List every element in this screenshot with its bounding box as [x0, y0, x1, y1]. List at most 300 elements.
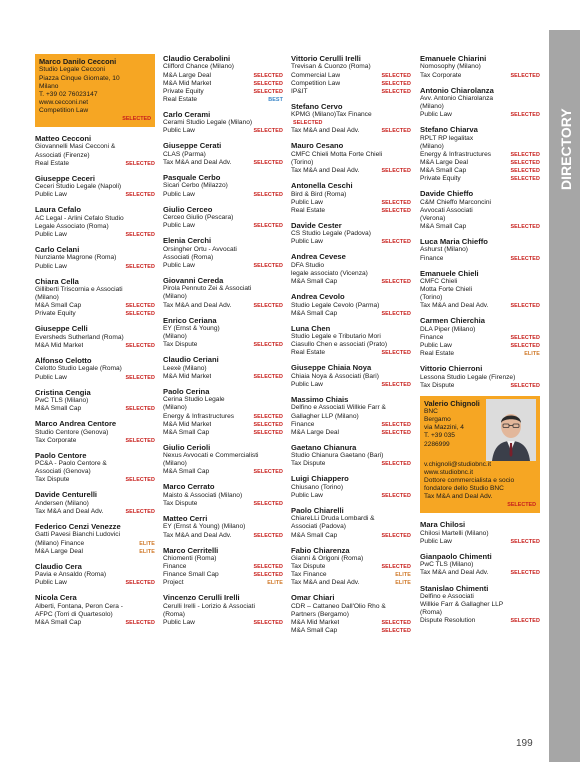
directory-column-4 — [420, 54, 540, 631]
firm-line: (Roma) — [420, 609, 442, 617]
firm-line: Chiomenti (Roma) — [163, 555, 217, 563]
ranking-tag: SELECTED — [510, 618, 540, 625]
practice-row — [420, 350, 540, 358]
ranking-tag: SELECTED — [381, 461, 411, 468]
lawyer-name: Gaetano Chianura — [291, 442, 357, 452]
lawyer-name: Vincenzo Cerulli Irelli — [163, 593, 240, 603]
lawyer-name: Mara Chilosi — [420, 520, 466, 530]
firm-line: (Roma) — [163, 610, 185, 618]
featured-tag: SELECTED — [122, 115, 151, 122]
practice-area: Energy & Infrastructures — [163, 412, 235, 420]
lawyer-name: Andrea Cevese — [291, 252, 346, 262]
ranking-tag: SELECTED — [510, 72, 540, 79]
firm-line: (Milano) — [420, 142, 444, 150]
directory-entry — [163, 141, 283, 167]
firm-line: Gallagher LLP (Milano) — [291, 412, 359, 420]
directory-entry — [420, 86, 540, 120]
lawyer-name: Mauro Cesano — [291, 141, 344, 151]
practice-area: Tax M&A and Deal Adv. — [35, 507, 104, 515]
practice-area: Real Estate — [291, 349, 326, 357]
practice-area: M&A Small Cap — [35, 405, 82, 413]
lawyer-name: Davide Centurelli — [35, 490, 98, 500]
directory-entry — [420, 316, 540, 358]
ranking-tag: SELECTED — [253, 620, 283, 627]
firm-line: Eversheds Sutherland (Roma) — [35, 333, 124, 341]
firm-line: (Verona) — [420, 214, 446, 222]
firm-line: Legale Associato (Roma) — [35, 222, 109, 230]
practice-area: M&A Large Deal — [420, 158, 469, 166]
practice-area: Public Law — [420, 342, 452, 349]
ranking-tag: SELECTED — [381, 532, 411, 539]
lawyer-name: Claudio Ceriani — [163, 355, 219, 365]
contact-line: fondatore dello Studio BNC — [424, 485, 504, 493]
directory-entry — [35, 490, 155, 516]
firm-line: PwC TLS (Milano) — [35, 397, 89, 404]
firm-line: (Milano) — [163, 333, 187, 341]
directory-column-1 — [35, 54, 155, 633]
ranking-tag: SELECTED — [510, 151, 540, 158]
ranking-tag: SELECTED — [381, 128, 411, 135]
directory-entry — [163, 276, 283, 310]
lawyer-name: Giuseppe Celli — [35, 324, 88, 334]
practice-area: Tax M&A and Deal Adv. — [163, 531, 232, 539]
practice-row — [291, 627, 411, 635]
lawyer-name: Claudio Cerabolini — [163, 54, 231, 63]
directory-entry — [163, 110, 283, 136]
directory-entry — [163, 54, 283, 104]
directory-entry — [35, 451, 155, 485]
practice-row — [291, 563, 411, 571]
lawyer-name: Luigi Chiappero — [291, 474, 349, 484]
practice-row — [291, 167, 411, 175]
practice-area: IP&IT — [291, 87, 308, 95]
practice-area: Public Law — [35, 230, 67, 238]
firm-line: Willkie Farr & Gallagher LLP — [420, 601, 504, 609]
firm-line: Associati (Genova) — [35, 468, 91, 476]
directory-entry — [291, 593, 411, 635]
practice-area: Finance — [163, 563, 187, 571]
firm-line: Chiusano (Torino) — [291, 483, 344, 491]
firm-line: CS Studio Legale (Padova) — [291, 230, 371, 238]
practice-row — [35, 540, 155, 548]
ranking-tag: SELECTED — [381, 492, 411, 499]
ranking-tag: SELECTED — [253, 88, 283, 95]
practice-row — [163, 191, 283, 199]
directory-entry — [291, 181, 411, 215]
ranking-tag: SELECTED — [510, 168, 540, 175]
practice-area: Tax M&A and Deal Adv. — [420, 569, 489, 577]
ranking-tag: SELECTED — [125, 477, 155, 484]
practice-row — [35, 579, 155, 587]
lawyer-name: Marco Cerritelli — [163, 545, 219, 555]
ranking-tag: SELECTED — [253, 421, 283, 428]
practice-area: Commercial Law — [291, 71, 341, 79]
practice-row — [291, 278, 411, 286]
directory-entry — [35, 134, 155, 168]
ranking-tag: SELECTED — [510, 303, 540, 310]
practice-row — [163, 127, 283, 135]
practice-row — [420, 538, 540, 546]
practice-area: Public Law — [291, 491, 323, 499]
lawyer-name: Emanuele Chiarini — [420, 54, 487, 63]
directory-entry — [163, 355, 283, 381]
firm-line: (Milano) — [35, 294, 59, 302]
directory-entry — [163, 443, 283, 477]
ranking-tag: SELECTED — [253, 564, 283, 571]
practice-area: Public Law — [420, 537, 452, 545]
ranking-tag: SELECTED — [125, 437, 155, 444]
lawyer-name: Carlo Cerami — [163, 109, 211, 119]
practice-row — [420, 342, 540, 350]
directory-entry — [291, 292, 411, 318]
practice-row — [163, 468, 283, 476]
practice-area: Project — [163, 579, 184, 587]
practice-row — [163, 72, 283, 80]
directory-entry — [35, 356, 155, 382]
firm-line: Ceceri Studio Legale (Napoli) — [35, 183, 122, 191]
lawyer-name: Nicola Cera — [35, 593, 77, 603]
practice-row — [35, 191, 155, 199]
firm-line: Studio Chianura Gaetano (Bari) — [291, 452, 384, 460]
ranking-tag: BEST — [268, 96, 283, 103]
firm-line: Cerina Studio Legale — [163, 396, 225, 404]
practice-row — [420, 151, 540, 159]
firm-line: Sicari Cerbo (Milazzo) — [163, 182, 228, 190]
directory-entry — [291, 546, 411, 588]
lawyer-name: Luna Chen — [291, 323, 331, 333]
lawyer-name: Stefano Cervo — [291, 101, 343, 111]
practice-area: Tax Dispute — [163, 499, 198, 507]
ranking-tag: SELECTED — [381, 239, 411, 246]
contact-line: Competition Law — [39, 106, 89, 114]
contact-line: Tax M&A and Deal Adv. — [424, 493, 493, 501]
practice-area: M&A Large Deal — [291, 428, 340, 436]
practice-area: M&A Small Cap — [291, 627, 338, 635]
ranking-tag: SELECTED — [381, 279, 411, 286]
lawyer-name: Enrico Ceriana — [163, 315, 217, 325]
practice-row — [163, 421, 283, 429]
ranking-tag: SELECTED — [381, 80, 411, 87]
practice-row — [291, 571, 411, 579]
practice-area: Competition Law — [291, 79, 341, 87]
firm-line: Nexus Avvocati e Commercialisti — [163, 452, 259, 460]
directory-entry — [420, 364, 540, 390]
directory-entry — [163, 514, 283, 540]
lawyer-name: Fabio Chiarenza — [291, 545, 350, 555]
practice-area: Tax M&A and Deal Adv. — [291, 579, 360, 587]
practice-area: Tax Corporate — [420, 71, 462, 79]
directory-entry — [291, 443, 411, 469]
ranking-tag: SELECTED — [125, 303, 155, 310]
practice-area: Public Law — [163, 127, 195, 135]
practice-area: Public Law — [35, 262, 67, 270]
lawyer-name: Paolo Chiarelli — [291, 505, 344, 515]
contact-line: Studio Legale Cecconi — [39, 66, 105, 74]
directory-entry — [163, 236, 283, 270]
practice-row — [291, 127, 411, 135]
ranking-tag: ELITE — [139, 548, 155, 555]
firm-line: C&M Chieffo Marconcini — [420, 198, 491, 206]
ranking-tag: SELECTED — [253, 532, 283, 539]
practice-area: Tax M&A and Deal Adv. — [291, 167, 360, 175]
ranking-tag: SELECTED — [125, 374, 155, 381]
practice-area: Energy & Infrastructures — [420, 150, 492, 158]
ranking-tag: SELECTED — [253, 572, 283, 579]
firm-line: Studio Centore (Genova) — [35, 428, 109, 436]
practice-area: Dispute Resolution — [420, 617, 476, 625]
ranking-tag: SELECTED — [253, 373, 283, 380]
practice-row — [420, 569, 540, 577]
lawyer-name: Antonio Chiarolanza — [420, 85, 494, 95]
firm-line: Delfino e Associati — [420, 592, 474, 600]
ranking-tag: SELECTED — [253, 191, 283, 198]
firm-line: Associati (Firenze) — [35, 151, 90, 159]
ranking-tag: SELECTED — [253, 413, 283, 420]
featured-name-2: Valerio Chignoli — [424, 398, 480, 408]
directory-entry — [291, 324, 411, 358]
ranking-tag: SELECTED — [125, 311, 155, 318]
firm-line: (Milano) — [420, 103, 444, 111]
directory-entry — [35, 277, 155, 319]
firm-line: Clifford Chance (Milano) — [163, 63, 234, 71]
practice-row — [420, 302, 540, 310]
ranking-tag: SELECTED — [253, 342, 283, 349]
firm-line: (Milano) — [163, 404, 187, 412]
featured-tag-2: SELECTED — [507, 502, 536, 509]
directory-entry — [291, 141, 411, 175]
firm-line: DFA Studio — [291, 261, 324, 269]
ranking-tag: SELECTED — [253, 72, 283, 79]
lawyer-name: Chiara Cella — [35, 276, 79, 286]
ranking-tag: SELECTED — [381, 564, 411, 571]
practice-area: Public Law — [163, 190, 195, 198]
page-number: 199 — [516, 738, 533, 749]
lawyer-name: Pasquale Cerbo — [163, 173, 221, 183]
ranking-tag: ELITE — [395, 572, 411, 579]
contact-line: 2286999 — [424, 440, 450, 448]
practice-row — [35, 437, 155, 445]
ranking-tag: SELECTED — [510, 343, 540, 349]
ranking-tag: SELECTED — [125, 192, 155, 199]
directory-label-text: DIRECTORY — [558, 108, 574, 190]
lawyer-name: Vittorio Chierroni — [420, 364, 483, 374]
firm-line: (Torino) — [291, 158, 314, 166]
lawyer-name: Giulio Cerioli — [163, 442, 211, 452]
lawyer-name: Federico Cenzi Venezze — [35, 522, 121, 532]
ranking-tag: SELECTED — [381, 72, 411, 79]
contact-line: T. +39 02 76023147 — [39, 90, 98, 98]
firm-line: Gianni & Origoni (Roma) — [291, 555, 364, 563]
practice-row — [35, 374, 155, 382]
firm-line: Bird & Bird (Roma) — [291, 190, 347, 198]
directory-entry — [35, 593, 155, 627]
practice-area: M&A Small Cap — [420, 167, 467, 175]
practice-row — [35, 302, 155, 310]
practice-area: Real Estate — [35, 159, 70, 167]
practice-row — [420, 255, 540, 263]
practice-row — [35, 508, 155, 516]
firm-line: Ashurst (Milano) — [420, 246, 469, 254]
lawyer-name: Giuseppe Chiaia Noya — [291, 363, 372, 373]
ranking-tag: SELECTED — [381, 429, 411, 436]
firm-line: Celotto Studio Legale (Roma) — [35, 365, 122, 373]
practice-row — [291, 492, 411, 500]
firm-line: Partners (Bergamo) — [291, 610, 349, 618]
practice-row — [163, 579, 283, 587]
firm-line: ChiareLLi Druda Lombardi & — [291, 515, 375, 523]
practice-area: Finance — [420, 333, 444, 341]
practice-area: M&A Mid Market — [163, 79, 212, 87]
ranking-tag: SELECTED — [381, 620, 411, 627]
ranking-tag: SELECTED — [125, 508, 155, 515]
lawyer-name: Cristina Cengia — [35, 387, 91, 397]
ranking-tag: SELECTED — [125, 231, 155, 238]
directory-entry — [420, 237, 540, 263]
firm-line: Associati (Roma) — [163, 253, 214, 261]
practice-area: SELECTED — [293, 120, 323, 127]
practice-area: M&A Mid Market — [291, 619, 340, 627]
ranking-tag: SELECTED — [125, 263, 155, 270]
firm-line: Avvocati Associati — [420, 206, 473, 214]
directory-entry — [420, 189, 540, 231]
practice-row — [291, 310, 411, 318]
ranking-tag: SELECTED — [510, 176, 540, 183]
firm-line: Cerceo Giulio (Pescara) — [163, 214, 234, 222]
practice-row — [163, 262, 283, 270]
ranking-tag: SELECTED — [381, 381, 411, 388]
firm-line: Lessona Studio Legale (Firenze) — [420, 373, 516, 381]
ranking-tag: SELECTED — [125, 580, 155, 587]
ranking-tag: SELECTED — [381, 310, 411, 317]
practice-row — [420, 382, 540, 390]
lawyer-name: Laura Cefalo — [35, 205, 81, 215]
lawyer-name: Stanislao Chimenti — [420, 583, 489, 593]
firm-line: legale associato (Vicenza) — [291, 269, 368, 277]
practice-area: Real Estate — [420, 350, 455, 358]
ranking-tag: SELECTED — [510, 334, 540, 341]
firm-line: Studio Legale Cevolo (Parma) — [291, 301, 380, 309]
practice-row — [420, 617, 540, 625]
lawyer-name: Paolo Cerina — [163, 386, 210, 396]
practice-area: Public Law — [163, 619, 195, 627]
practice-row — [291, 199, 411, 207]
ranking-tag: SELECTED — [510, 538, 540, 545]
directory-entry — [35, 388, 155, 414]
practice-area: Real Estate — [163, 95, 198, 103]
directory-entry — [163, 205, 283, 231]
practice-area: Private Equity — [420, 175, 461, 183]
practice-area: Tax M&A and Deal Adv. — [420, 302, 489, 310]
practice-area: M&A Small Cap — [163, 428, 210, 436]
lawyer-name: Giovanni Cereda — [163, 275, 224, 285]
firm-line: AFPC (Torri di Quartesolo) — [35, 610, 113, 618]
directory-entry — [420, 584, 540, 626]
directory-entry — [163, 387, 283, 437]
practice-area: (Milano) Finance — [35, 539, 85, 547]
firm-line: Alberti, Fontana, Peron Cera - — [35, 602, 123, 610]
practice-row — [291, 72, 411, 80]
practice-area: Tax M&A and Deal Adv. — [291, 127, 360, 135]
lawyer-name: Carmen Chierchia — [420, 316, 485, 326]
ranking-tag: SELECTED — [510, 382, 540, 389]
practice-row — [420, 111, 540, 119]
practice-row — [291, 460, 411, 468]
practice-row — [420, 167, 540, 175]
practice-area: Public Law — [35, 579, 67, 587]
practice-row — [291, 619, 411, 627]
directory-entry — [420, 269, 540, 311]
practice-row — [163, 571, 283, 579]
practice-area: Public Law — [163, 261, 195, 269]
directory-entry — [291, 363, 411, 389]
contact-line: Milano — [39, 82, 59, 90]
directory-entry — [291, 252, 411, 286]
ranking-tag: SELECTED — [253, 80, 283, 87]
directory-entry — [420, 520, 540, 546]
contact-line: Piazza Cinque Giornate, 10 — [39, 74, 120, 82]
practice-area: Tax Corporate — [35, 436, 77, 444]
contact-line: v.chignoli@studiobnc.it — [424, 460, 492, 468]
firm-line: EY (Ernst & Young) (Milano) — [163, 523, 246, 531]
ranking-tag: ELITE — [139, 540, 155, 547]
lawyer-name: Davide Cester — [291, 220, 342, 230]
lawyer-name: Antonella Ceschi — [291, 181, 353, 191]
ranking-tag: SELECTED — [381, 421, 411, 428]
practice-area: M&A Large Deal — [35, 547, 84, 555]
firm-line: Trevisan & Cuonzo (Roma) — [291, 63, 371, 71]
lawyer-name: Stefano Chiarva — [420, 125, 478, 135]
directory-entry — [420, 125, 540, 183]
contact-line: www.cecconi.net — [39, 98, 89, 106]
firm-line: Avv. Antonio Chiarolanza — [420, 95, 494, 102]
practice-row — [420, 334, 540, 342]
firm-line: EY (Ernst & Young) — [163, 325, 220, 333]
firm-line: Pirola Pennuto Zei & Associati — [163, 285, 252, 293]
ranking-tag: SELECTED — [125, 406, 155, 413]
practice-row — [35, 476, 155, 484]
practice-area: M&A Small Cap — [291, 309, 338, 317]
ranking-tag: SELECTED — [381, 628, 411, 635]
practice-area: Public Law — [291, 380, 323, 388]
practice-row — [163, 222, 283, 230]
practice-row — [35, 405, 155, 413]
lawyer-name: Marco Cerrato — [163, 482, 215, 492]
practice-area: Public Law — [291, 238, 323, 246]
directory-entry — [420, 552, 540, 578]
directory-column-2 — [163, 54, 283, 633]
practice-area: Public Law — [35, 373, 67, 381]
firm-line: PC&A - Paolo Centore & — [35, 460, 107, 468]
firm-line: KPMG (Milano)Tax Finance — [291, 111, 372, 119]
directory-entry — [163, 482, 283, 508]
directory-entry — [35, 174, 155, 200]
contact-line: Dottore commercialista e socio — [424, 476, 515, 484]
practice-row — [163, 302, 283, 310]
ranking-tag: SELECTED — [125, 160, 155, 167]
firm-line: Giovannelli Masi Cecconi & — [35, 143, 116, 151]
firm-line: CLAS (Parma) — [163, 150, 206, 158]
directory-entry — [163, 316, 283, 350]
practice-row — [163, 88, 283, 96]
practice-row — [163, 532, 283, 540]
practice-row — [291, 579, 411, 587]
firm-line: Andersen (Milano) — [35, 499, 89, 507]
practice-area: Tax Dispute — [163, 341, 198, 349]
practice-area: Finance — [291, 420, 315, 428]
firm-line: Gatti Pavesi Bianchi Ludovici — [35, 531, 121, 539]
lawyer-name: Elenia Cerchi — [163, 236, 212, 246]
directory-entry — [291, 506, 411, 540]
